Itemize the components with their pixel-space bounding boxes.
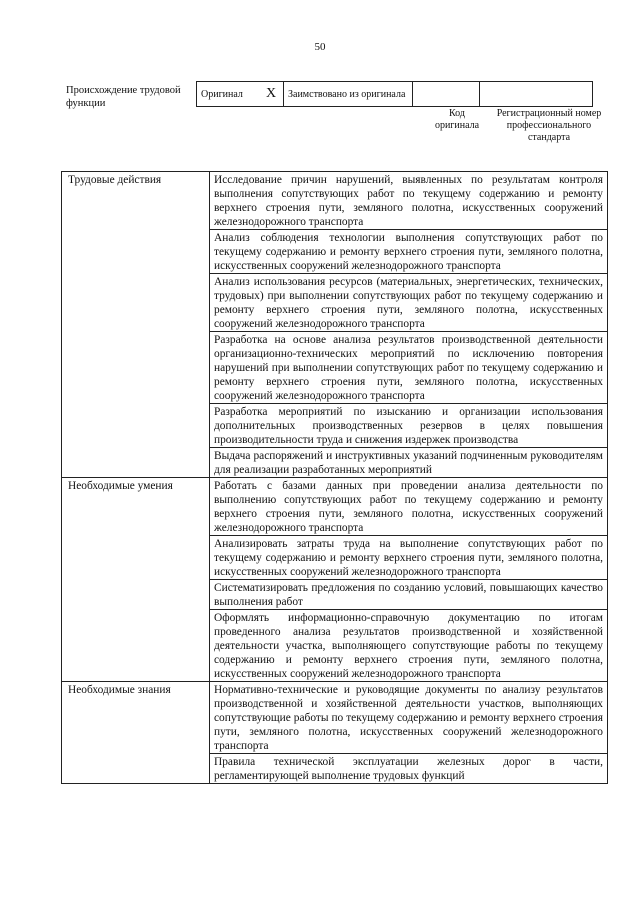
section-item: Анализ использования ресурсов (материальных, энергетических, технических, трудовых) при выполнении сопутствующих работ по текущему содержанию и ремонту верхнего строения пути, земляного полотна, искусственных сооружений железнодорожного транспорта — [210, 274, 608, 332]
section-item: Правила технической эксплуатации железных дорог в части, регламентирующей выполнение трудовых функций — [210, 754, 608, 784]
original-mark: X — [259, 82, 284, 107]
table-row — [62, 172, 608, 230]
section-item: Разработка мероприятий по изысканию и организации использования дополнительных производственных резервов в целях повышения производительности труда и снижения издержек производства — [210, 404, 608, 448]
page-number: 50 — [314, 41, 326, 53]
section-title: Необходимые умения — [62, 478, 210, 682]
table-row — [62, 682, 608, 754]
section-item: Выдача распоряжений и инструктивных указаний подчиненным руководителям для реализации разработанных мероприятий — [210, 448, 608, 478]
section-item: Анализ соблюдения технологии выполнения сопутствующих работ по текущему содержанию и ремонту верхнего строения пути, земляного полотна, искусственных сооружений железнодорожного транспорта — [210, 230, 608, 274]
section-item: Оформлять информационно-справочную документацию по итогам проведенного анализа результатов производственной и хозяйственной деятельности участка, выполняющего сопутствующие работы по текущему содержанию и ремонту верхнего строения пути, земляного полотна, искусственных сооружений железнодорожного транспорта — [210, 610, 608, 682]
section-item: Работать с базами данных при проведении анализа деятельности по выполнению сопутствующих работ по текущему содержанию и ремонту верхнего строения пути, земляного полотна, искусственных сооружений железнодорожного транспорта — [210, 478, 608, 536]
original-label: Оригинал — [197, 82, 260, 107]
section-item: Разработка на основе анализа результатов производственной деятельности организационно-технических мероприятий по исключению повторения нарушений при выполнении сопутствующих работ по текущему содержанию и ремонту верхнего строения пути, земляного полотна, искусственных сооружений железнодорожного транспорта — [210, 332, 608, 404]
section-title: Трудовые действия — [62, 172, 210, 478]
original-code-cell — [413, 82, 480, 107]
registration-number-cell — [480, 82, 593, 107]
origin-label: Происхождение трудовой функции — [66, 85, 181, 109]
borrowed-label: Заимствовано из оригинала — [284, 82, 413, 107]
table-row — [62, 478, 608, 536]
labor-function-table — [61, 171, 608, 784]
labor-function-table-body — [62, 172, 608, 784]
section-item: Анализировать затраты труда на выполнение сопутствующих работ по текущему содержанию и ремонту верхнего строения пути, земляного полотна, искусственных сооружений железнодорожного транспорта — [210, 536, 608, 580]
section-item: Исследование причин нарушений, выявленных по результатам контроля выполнения сопутствующих работ по текущему содержанию и ремонту верхнего строения пути, земляного полотна, искусственных сооружений железнодорожного транспорта — [210, 172, 608, 230]
section-item: Систематизировать предложения по созданию условий, повышающих качество выполнения работ — [210, 580, 608, 610]
origin-table — [196, 81, 593, 107]
section-title: Необходимые знания — [62, 682, 210, 784]
code-caption: Код оригинала — [434, 108, 480, 131]
registration-caption: Регистрационный номер профессионального стандарта — [496, 108, 602, 143]
section-item: Нормативно-технические и руководящие документы по анализу результатов производственной и хозяйственной деятельности участков, выполняющих сопутствующие работы по текущему содержанию и ремонту верхнего строения пути, земляного полотна, искусственных сооружений железнодорожного транспорта — [210, 682, 608, 754]
